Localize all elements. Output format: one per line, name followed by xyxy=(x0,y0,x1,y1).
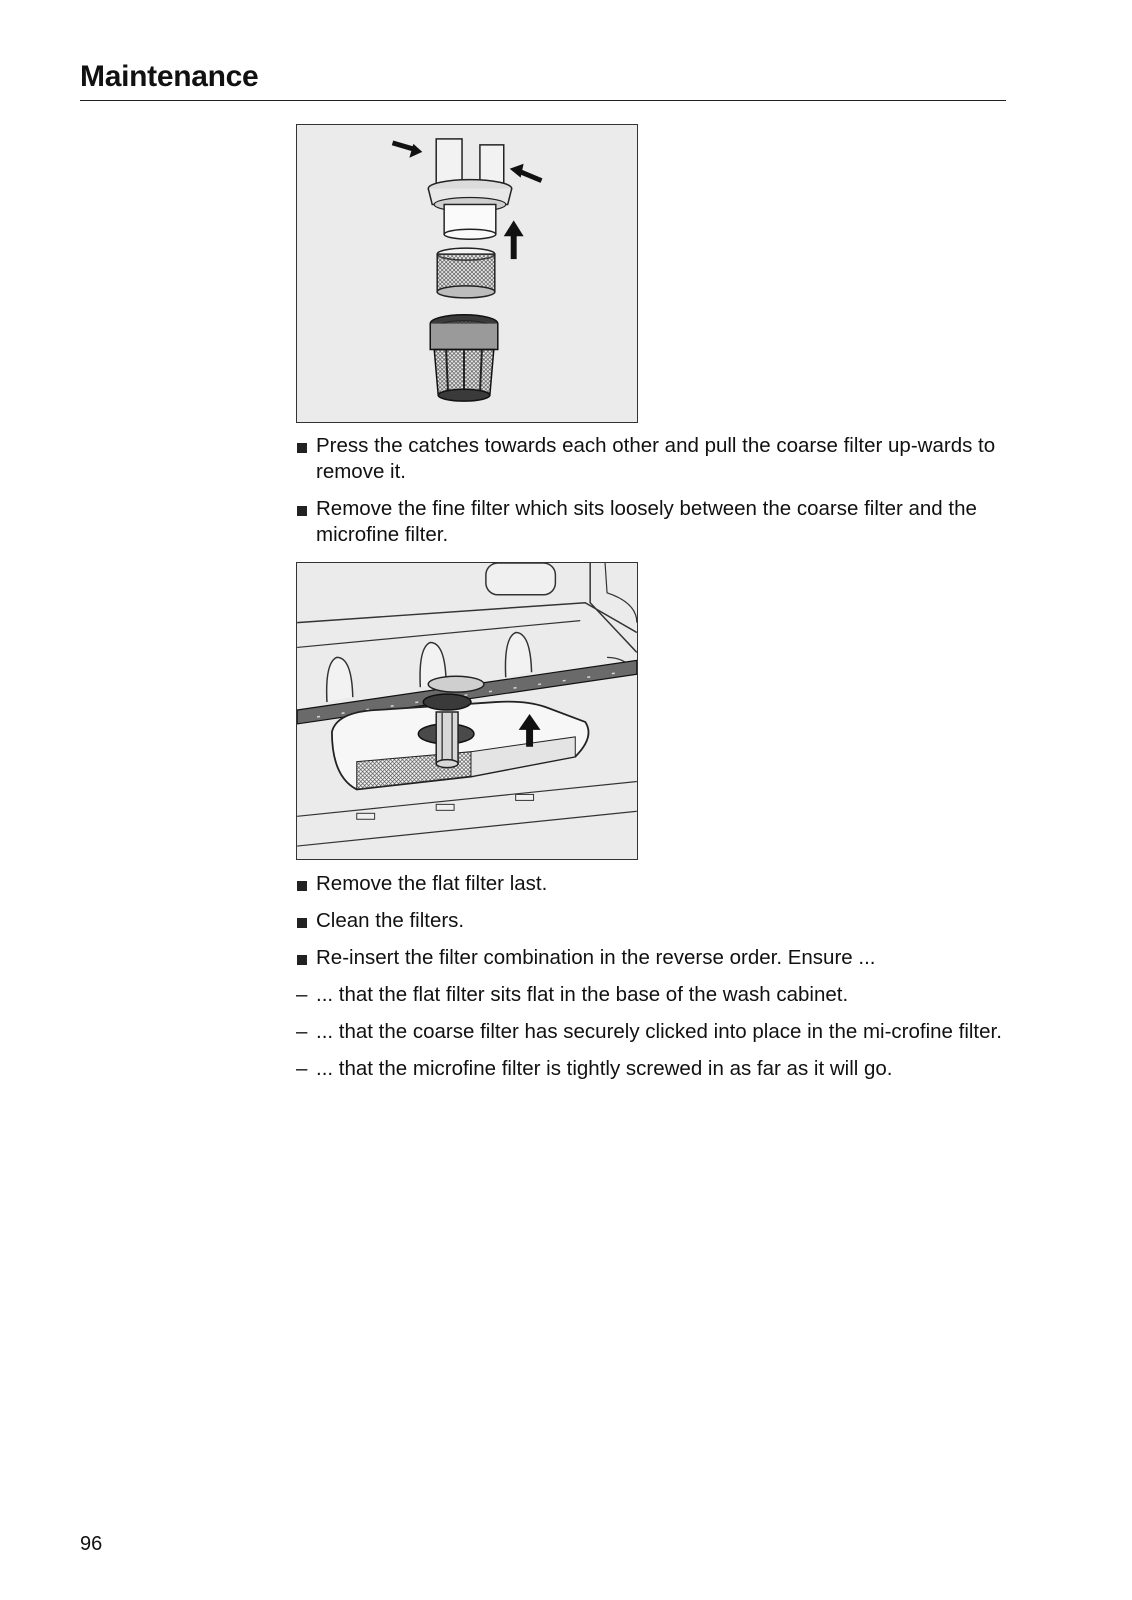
page-title: Maintenance xyxy=(80,60,259,93)
list-item: Remove the fine filter which sits loosely between the coarse filter and the microfine filter. xyxy=(296,496,1006,548)
filter-removal-illustration xyxy=(296,124,638,423)
check-item: – ... that the microfine filter is tightly screwed in as far as it will go. xyxy=(296,1056,1006,1082)
list-item: Remove the flat filter last. xyxy=(296,871,1006,897)
list-item: Re-insert the filter combination in the reverse order. Ensure ... xyxy=(296,945,1006,971)
flat-filter-illustration xyxy=(296,562,638,860)
page-header xyxy=(80,60,1006,101)
list-item: Clean the filters. xyxy=(296,908,1006,934)
list-item: Press the catches towards each other and pull the coarse filter up-wards to remove it. xyxy=(296,433,1006,485)
page-number: 96 xyxy=(80,1533,103,1555)
check-item: – ... that the coarse filter has securely clicked into place in the mi-crofine filter. xyxy=(296,1019,1006,1045)
removal-steps-list xyxy=(296,433,1006,559)
reinsertion-steps-list xyxy=(296,871,1006,1093)
check-item: – ... that the flat filter sits flat in the base of the wash cabinet. xyxy=(296,982,1006,1008)
